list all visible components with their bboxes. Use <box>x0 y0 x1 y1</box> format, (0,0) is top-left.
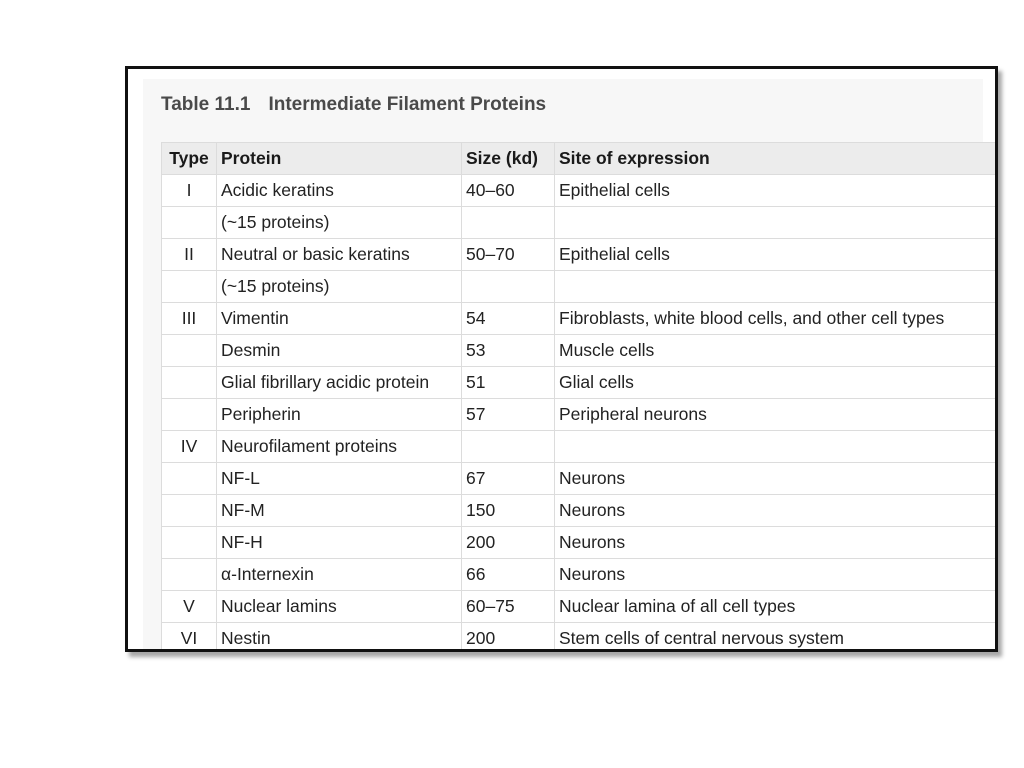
cell-type: IV <box>162 431 217 463</box>
cell-type <box>162 399 217 431</box>
table-row <box>162 591 997 623</box>
cell-protein: Neutral or basic keratins <box>217 239 462 271</box>
cell-protein: Nuclear lamins <box>217 591 462 623</box>
cell-size: 150 <box>462 495 555 527</box>
cell-type <box>162 495 217 527</box>
header-protein: Protein <box>217 143 462 175</box>
table-row <box>162 271 997 303</box>
table-row <box>162 559 997 591</box>
table-body <box>162 175 997 653</box>
cell-site: Neurons <box>555 463 997 495</box>
cell-size: 200 <box>462 623 555 653</box>
cell-site: Epithelial cells <box>555 239 997 271</box>
table-row <box>162 303 997 335</box>
cell-protein: (~15 proteins) <box>217 271 462 303</box>
table-row <box>162 175 997 207</box>
cell-site: Peripheral neurons <box>555 399 997 431</box>
cell-type <box>162 559 217 591</box>
table-number: Table 11.1 <box>161 94 251 115</box>
header-type: Type <box>162 143 217 175</box>
cell-site: Glial cells <box>555 367 997 399</box>
cell-site: Fibroblasts, white blood cells, and other cell types <box>555 303 997 335</box>
table-row <box>162 367 997 399</box>
table-wrapper <box>161 142 996 652</box>
cell-site: Nuclear lamina of all cell types <box>555 591 997 623</box>
cell-size: 66 <box>462 559 555 591</box>
cell-type <box>162 207 217 239</box>
cell-site <box>555 431 997 463</box>
cell-size <box>462 431 555 463</box>
cell-protein: NF-M <box>217 495 462 527</box>
cell-size: 53 <box>462 335 555 367</box>
table-row <box>162 399 997 431</box>
table-row <box>162 623 997 653</box>
cell-site: Stem cells of central nervous system <box>555 623 997 653</box>
cell-size: 67 <box>462 463 555 495</box>
cell-protein: Glial fibrillary acidic protein <box>217 367 462 399</box>
cell-type <box>162 271 217 303</box>
cell-type: I <box>162 175 217 207</box>
table-row <box>162 527 997 559</box>
cell-site: Neurons <box>555 527 997 559</box>
cell-type: VI <box>162 623 217 653</box>
cell-type <box>162 463 217 495</box>
table-caption <box>161 94 546 116</box>
cell-protein: Acidic keratins <box>217 175 462 207</box>
header-row <box>162 143 997 175</box>
table-row <box>162 495 997 527</box>
cell-type: II <box>162 239 217 271</box>
cell-site <box>555 271 997 303</box>
cell-protein: α-Internexin <box>217 559 462 591</box>
table-row <box>162 463 997 495</box>
cell-protein: Neurofilament proteins <box>217 431 462 463</box>
cell-size: 57 <box>462 399 555 431</box>
table-row <box>162 335 997 367</box>
cell-site: Neurons <box>555 495 997 527</box>
header-site: Site of expression <box>555 143 997 175</box>
cell-site: Neurons <box>555 559 997 591</box>
cell-size <box>462 271 555 303</box>
cell-size: 60–75 <box>462 591 555 623</box>
cell-type <box>162 527 217 559</box>
table-row <box>162 207 997 239</box>
cell-type: V <box>162 591 217 623</box>
cell-site: Muscle cells <box>555 335 997 367</box>
cell-type <box>162 335 217 367</box>
cell-type <box>162 367 217 399</box>
table-row <box>162 431 997 463</box>
slide-image-frame <box>125 66 998 652</box>
cell-size: 54 <box>462 303 555 335</box>
intermediate-filament-table <box>161 142 996 652</box>
cell-size: 51 <box>462 367 555 399</box>
cell-protein: Desmin <box>217 335 462 367</box>
cell-site <box>555 207 997 239</box>
cell-site: Epithelial cells <box>555 175 997 207</box>
cell-size <box>462 207 555 239</box>
cell-protein: Nestin <box>217 623 462 653</box>
cell-protein: Peripherin <box>217 399 462 431</box>
cell-protein: NF-L <box>217 463 462 495</box>
table-panel <box>143 79 983 652</box>
cell-protein: (~15 proteins) <box>217 207 462 239</box>
table-row <box>162 239 997 271</box>
table-title: Intermediate Filament Proteins <box>268 94 547 115</box>
cell-type: III <box>162 303 217 335</box>
cell-size: 200 <box>462 527 555 559</box>
cell-protein: Vimentin <box>217 303 462 335</box>
cell-size: 40–60 <box>462 175 555 207</box>
header-size: Size (kd) <box>462 143 555 175</box>
cell-protein: NF-H <box>217 527 462 559</box>
cell-size: 50–70 <box>462 239 555 271</box>
